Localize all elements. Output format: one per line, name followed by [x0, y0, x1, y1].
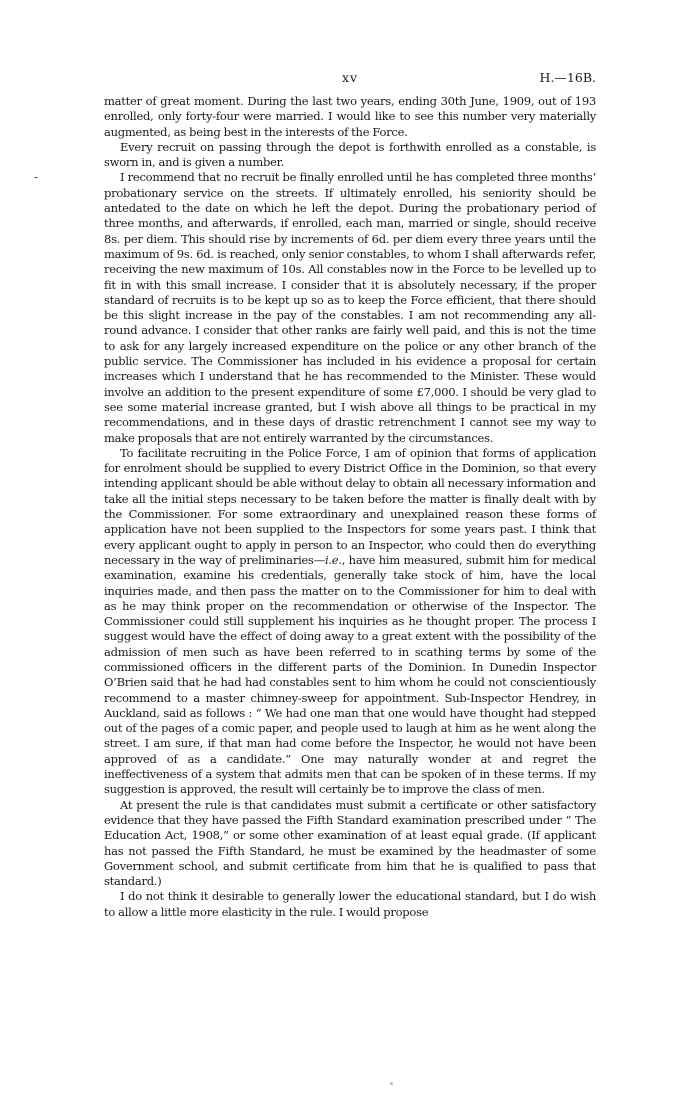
text-run: I do not think it desirable to generally lower the educational standard, but I do wish to allow a little more elasticity in the rule. I would propose — [104, 889, 596, 919]
page-number: xv — [341, 70, 359, 85]
paragraph — [104, 94, 596, 140]
paragraph — [104, 798, 596, 890]
italic-text: i.e. — [324, 552, 342, 567]
margin-mark: - — [34, 170, 39, 184]
text-run: At present the rule is that candidates must submit a certificate or other satisfactory evidence that they have passed the Fifth Standard examination prescribed under “ The Education Act, 1908,” or some other examination of at least equal grade. (If applicant has not passed the Fifth Standard, he must be examined by the headmaster of some Government school, and submit certificate from him that he is qualified to pass that standard.) — [104, 797, 596, 889]
paragraph — [104, 889, 596, 920]
page-header — [104, 69, 596, 87]
scan-speck — [390, 1082, 393, 1085]
text-run: , have him measured, submit him for medical examination, examine his credentials, generally take stock of him, have the local inquiries made, and then pass the matter on to the Commissioner for him to deal with as he may think proper on the recommendation or otherwise of the Inspector. The Commissioner could still supplement his inquiries as he thought proper. The process I suggest would have the effect of doing away to a great extent with the possibility of the admission of men such as have been referred to in scathing terms by some of the commissioned officers in the different parts of the Dominion. In Dunedin Inspector O’Brien said that he had had constables sent to him whom he could not conscientiously recommend to a master chimney-sweep for appointment. Sub-Inspector Hendrey, in Auckland, said as follows : “ We had one man that one would have thought had stepped out of the pages of a comic paper, and people used to laugh at him as he went along the street. I am sure, if that man had come before the Inspector, he would not have been approved of as a candidate.” One may naturally wonder at and regret the ineffectiveness of a system that admits men that can be spoken of in these terms. If my suggestion is approved, the result will certainly be to improve the class of men. — [104, 552, 596, 797]
paragraph — [104, 140, 596, 171]
text-run: I recommend that no recruit be finally enrolled until he has completed three months’ probationary service on the streets. If ultimately enrolled, his seniority should be antedated to the date on which he left the depot. During the probationary period of three months, and afterwards, if enrolled, each man, married or single, should receive 8s. per diem. This should rise by increments of 6d. per diem every three years until the maximum of 9s. 6d. is reached, only senior constables, to whom I shall afterwards refer, receiving the new maximum of 10s. All constables now in the Force to be levelled up to fit in with this small increase. I consider that it is absolutely necessary, if the proper standard of recruits is to be kept up so as to keep the Force efficient, that there should be this slight increase in the pay of the constables. I am not recommending any all-round advance. I consider that other ranks are fairly well paid, and this is not the time to ask for any largely increased expenditure on the police or any other branch of the public service. The Commissioner has included in his evidence a proposal for certain increases which I understand that he has recommended to the Minister. These would involve an addition to the present expenditure of some £7,000. I should be very glad to see some material increase granted, but I wish above all things to be practical in my recommendations, and in these days of drastic retrenchment I cannot see my way to make proposals that are not entirely warranted by the circumstances. — [104, 170, 596, 445]
text-run: Every recruit on passing through the depot is forthwith enrolled as a constable, is sworn in, and is given a number. — [104, 139, 596, 170]
text-run: matter of great moment. During the last two years, ending 30th June, 1909, out of 193 enrolled, only forty-four were married. I would like to see this number very materially augmented, as being best in the interests of the Force. — [104, 94, 596, 139]
paragraph — [104, 446, 596, 798]
body-text — [104, 94, 596, 920]
document-reference: H.—16B. — [539, 70, 596, 85]
text-run: To facilitate recruiting in the Police Force, I am of opinion that forms of application for enrolment should be supplied to every District Office in the Dominion, so that every intending applicant should be able without delay to obtain all necessary information and take all the initial steps necessary to be taken before the matter is finally dealt with by the Commissioner. For some extraordinary and unexplained reason these forms of application have not been supplied to the Inspectors for some years past. I think that every applicant ought to apply in person to an Inspector, who could then do everything necessary in the way of preliminaries— — [104, 445, 596, 567]
paragraph — [104, 170, 596, 445]
